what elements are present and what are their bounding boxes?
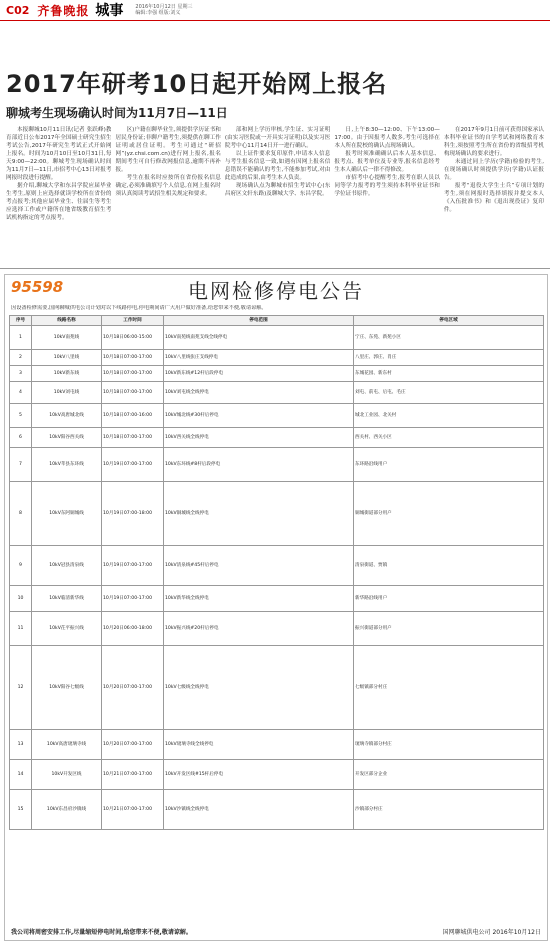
table-cell: 开发区部分企业 [354, 760, 544, 790]
table-cell: 15 [10, 790, 32, 830]
table-cell: 10kV莘县东环线 [32, 448, 102, 482]
table-cell: 10kV七级线全线停电 [164, 646, 354, 730]
paragraph: 区)户籍在聊毕业生,须提供学历证书和居民身份证;非聊户籍考生,须提供在聊工作证明或居住证明。考生可通过“研招网”(yz.chsi.com.cn)进行网上报名,报名期间考生可自行修改网报信息,逾期不再补报。 [115, 127, 221, 173]
table-cell: 10月19日07:00-18:00 [102, 482, 164, 546]
table-row [10, 646, 544, 730]
article-column [334, 126, 439, 264]
table-cell: 11 [10, 612, 32, 646]
table-cell: 10kV南苑线南苑支线全线停电 [164, 326, 354, 350]
table-cell: 10 [10, 586, 32, 612]
table-cell: 10kV振兴线#20杆后停电 [164, 612, 354, 646]
table-cell: 10月18日07:00-17:00 [102, 382, 164, 404]
article-column [115, 126, 220, 264]
table-cell: 10kV八里线 [32, 350, 102, 366]
table-cell: 10月19日07:00-17:00 [102, 448, 164, 482]
table-cell: 10月19日07:00-17:00 [102, 546, 164, 586]
notice-title: 电网检修停电公告 [188, 279, 364, 303]
notice-header [5, 275, 547, 305]
table-cell: 12 [10, 646, 32, 730]
table-cell: 10kV冠县清泉线 [32, 546, 102, 586]
table-cell: 10月18日06:00-15:00 [102, 326, 164, 350]
subheadline: 聊城考生现场确认时间为11月7日—11日 [6, 106, 228, 120]
table-cell: 铜城街道部分用户 [354, 482, 544, 546]
footer-note: 我公司将周密安排工作,尽量缩短停电时间,给您带来不便,敬请谅解。 [11, 929, 192, 936]
page-number: C02 [6, 3, 30, 17]
table-cell: 10kV东阿铜城线 [32, 482, 102, 546]
table-cell: 宁庄、东苑、新苑小区 [354, 326, 544, 350]
table-cell: 10月20日06:00-18:00 [102, 612, 164, 646]
table-cell: 10kV城北线#30杆后停电 [164, 404, 354, 428]
section-divider [0, 268, 550, 269]
table-cell: 10kV开发区线 [32, 760, 102, 790]
paragraph: 市招考中心提醒考生,报考在职人员以同等学力报考的考生须持本科毕业证书和学位证书原件。 [334, 175, 440, 197]
table-cell: 10月18日07:00-17:00 [102, 350, 164, 366]
table-row [10, 760, 544, 790]
table-cell: 10kV沙镇线全线停电 [164, 790, 354, 830]
table-cell: 9 [10, 546, 32, 586]
paragraph: 日,上午8:30—12:00、下午13:00—17:00。由于因报考人数多,考生可选择在本人所在院校的确认点现场确认。 [334, 127, 440, 149]
column-header: 停电区域 [354, 316, 544, 326]
table-cell: 清泉街道、贾镇 [354, 546, 544, 586]
table-cell: 10月18日07:00-17:00 [102, 366, 164, 382]
table-cell: 10kV新东线 [32, 366, 102, 382]
paragraph: 以上证件要求复印原件,申请本人信息与考生报名信息一致,如遇有因网上报名信息错误不能确认的考生,不能参加考试,对由此造成的后果,由考生本人负责。 [224, 151, 331, 181]
article-column [6, 126, 111, 264]
table-row [10, 790, 544, 830]
table-cell: 1 [10, 326, 32, 350]
table-header-row [10, 316, 544, 326]
table-cell: 10kV阳谷西关线 [32, 428, 102, 448]
table-row [10, 326, 544, 350]
table-cell: 10kV清泉线#45杆后停电 [164, 546, 354, 586]
table-row [10, 482, 544, 546]
table-cell: 刘屯、前屯、后屯、毛庄 [354, 382, 544, 404]
table-row [10, 404, 544, 428]
masthead-meta [135, 4, 192, 16]
headline: 2017年研考10日起开始网上报名 [6, 70, 388, 98]
column-header: 停电范围 [164, 316, 354, 326]
paragraph: 未通过同上学历(学籍)检验的考生,在现场确认时须提供学历(学籍)认证报告。 [443, 159, 544, 181]
paragraph: 在2017年9月1日前可获得国家承认本科毕业证书的自学考试和网络教育本科生,须按照考生所在省份的省级招考机构现场确认的要求进行。 [443, 127, 544, 157]
table-cell: 6 [10, 428, 32, 448]
table-cell: 10kV新东线#12杆后段停电 [164, 366, 354, 382]
table-cell: 振兴街道部分用户 [354, 612, 544, 646]
table-cell: 4 [10, 382, 32, 404]
table-cell: 沙镇部分村庄 [354, 790, 544, 830]
column-header: 工作时间 [102, 316, 164, 326]
table-row [10, 612, 544, 646]
paragraph: 报考时须准确确认后本人基本信息、报考点、报考单位及专业等,报名信息经考生本人确认后一律不得修改。 [334, 151, 440, 173]
table-cell: 七级镇部分村庄 [354, 646, 544, 730]
table-cell: 东环路沿线用户 [354, 448, 544, 482]
paragraph: 考生在报名时应按所在省份报名信息确定,必须准确填写个人信息,在网上报名时须认真阅读考试招生相关规定和要求。 [115, 175, 221, 197]
masthead [0, 0, 550, 21]
table-cell: 城北工业园、北关村 [354, 404, 544, 428]
paragraph: 部和网上学历审核,学生证、实习证明(由实习医院或一开具实习证明)以及实习医院考中心11月14日开一进行确认。 [224, 127, 331, 149]
footer-signature: 国网聊城供电公司 2016年10月12日 [442, 929, 541, 936]
paragraph: 现场确认点为聊城市招生考试中心(东昌府区文轩东路)及聊城大学、东昌学院。 [224, 183, 331, 197]
outage-table [9, 315, 544, 830]
table-cell: 8 [10, 482, 32, 546]
table-row [10, 428, 544, 448]
table-cell: 10月18日07:00-16:00 [102, 404, 164, 428]
table-cell: 10kV开发区线#15杆后停电 [164, 760, 354, 790]
table-cell: 10月21日07:00-17:00 [102, 790, 164, 830]
table-cell: 琉璃寺镇部分村庄 [354, 730, 544, 760]
table-cell: 2 [10, 350, 32, 366]
table-cell: 7 [10, 448, 32, 482]
editor-line: 编辑:李强 组版:刘义 [135, 10, 181, 16]
table-cell: 新华路沿线用户 [354, 586, 544, 612]
article-column [225, 126, 330, 264]
column-header: 序号 [10, 316, 32, 326]
table-row [10, 366, 544, 382]
paragraph: 报考“退役大学生士兵”专项计划的考生,须在网报时选择填报并提交本人《入伍批准书》和《退出现役证》复印件。 [443, 183, 544, 213]
table-cell: 10月18日07:00-17:00 [102, 428, 164, 448]
table-cell: 10kV茌平振兴线 [32, 612, 102, 646]
table-cell: 10月21日07:00-17:00 [102, 760, 164, 790]
table-row [10, 448, 544, 482]
table-cell: 10kV铜城线全线停电 [164, 482, 354, 546]
table-cell: 10kV高唐琉璃寺线 [32, 730, 102, 760]
table-cell: 5 [10, 404, 32, 428]
table-cell: 14 [10, 760, 32, 790]
table-cell: 10月19日07:00-17:00 [102, 586, 164, 612]
table-row [10, 546, 544, 586]
table-row [10, 586, 544, 612]
table-cell: 10kV刘屯线 [32, 382, 102, 404]
table-cell: 3 [10, 366, 32, 382]
table-cell: 10kV八里线张庄支线停电 [164, 350, 354, 366]
table-cell: 10kV琉璃寺线全线停电 [164, 730, 354, 760]
table-cell: 西关村、西关小区 [354, 428, 544, 448]
outage-table-body [10, 326, 544, 830]
table-cell: 10月20日07:00-17:00 [102, 730, 164, 760]
table-row [10, 382, 544, 404]
table-row [10, 730, 544, 760]
table-cell: 10kV东昌府沙镇线 [32, 790, 102, 830]
article-body [6, 126, 544, 264]
table-cell: 10kV高唐城北线 [32, 404, 102, 428]
section-title: 城事 [95, 3, 124, 19]
paragraph: 本报聊城10月11日讯(记者 张跃峰)教育部近日公布2017年全国硕士研究生招生考试公告,2017年研究生考试正式开始网上报名。时间为10月10日至10月31日,每天9:00—22:00。聊城考生现场确认时间为11月7日—11日,市招考中心13日对报考网报时段进行提醒。 [6, 127, 112, 181]
table-row [10, 350, 544, 366]
article-column [444, 126, 544, 264]
table-cell: 10kV阳谷七级线 [32, 646, 102, 730]
table-cell: 10kV西关线全线停电 [164, 428, 354, 448]
table-cell: 13 [10, 730, 32, 760]
notice-footer [11, 927, 541, 936]
hotline-brand-logo: 95598 [11, 278, 64, 296]
outage-notice-ad [4, 274, 548, 941]
newspaper-logo: 齐鲁晚报 [37, 3, 90, 18]
date-line: 2016年10月12日 星期三 [135, 4, 193, 10]
table-cell: 10kV东环线#8杆后段停电 [164, 448, 354, 482]
table-cell: 10kV新华线全线停电 [164, 586, 354, 612]
table-cell: 10kV临清新华线 [32, 586, 102, 612]
table-cell: 10kV南苑线 [32, 326, 102, 350]
table-cell: 东城花园、新东村 [354, 366, 544, 382]
column-header: 线路名称 [32, 316, 102, 326]
table-cell: 10kV刘屯线全线停电 [164, 382, 354, 404]
table-cell: 八里庄、郭庄、肖庄 [354, 350, 544, 366]
table-cell: 10月20日07:00-17:00 [102, 646, 164, 730]
notice-intro: 因设备检修需要,国网聊城供电公司计划对以下线路停电,停电期间请广大用户做好准备,给您带来不便,敬请谅解。 [11, 305, 267, 311]
paragraph: 据介绍,聊城大学和东昌学院应届毕业生考生,原则上应选择就读学校所在省份的考点报考;其他应届毕业生、往届生等考生应选择工作或户籍所在地省级教育招生考试机构指定的考点报考。 [6, 183, 112, 221]
